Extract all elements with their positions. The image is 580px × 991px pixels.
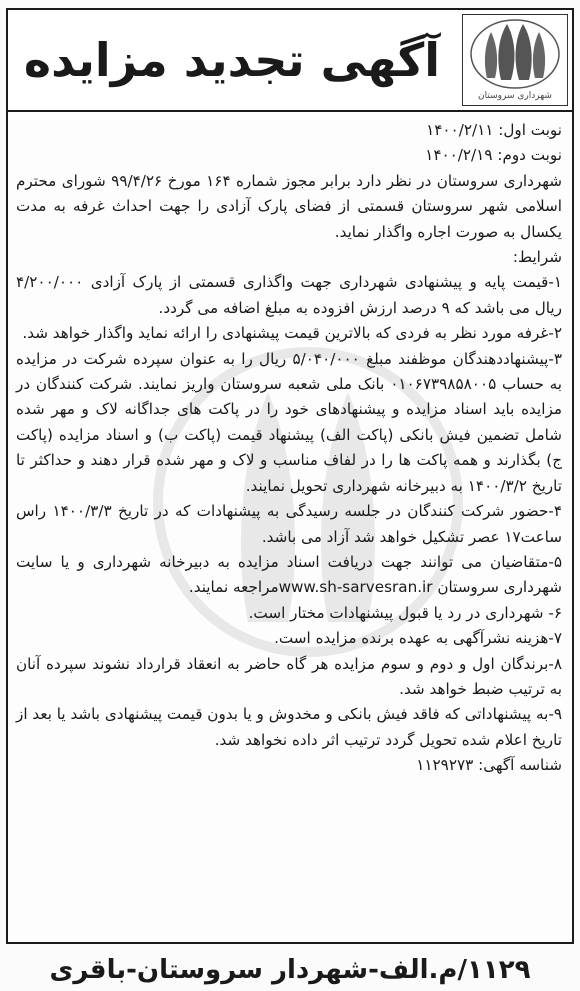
condition-item: ۴-حضور شرکت کنندگان در جلسه رسیدگی به پیشنهادات که در تاریخ ۱۴۰۰/۳/۳ راس ساعت۱۷ عصر تشکیل خواهد شد آزاد می باشد. [16,502,562,546]
footer-signature: ۱۱۲۹/م.الف-شهردار سروستان-باقری [49,955,531,985]
condition-item: ۵-متقاضیان می توانند جهت دریافت اسناد مزایده به دبیرخانه شهرداری و یا سایت شهرداری سروستان www.sh-sarvesran.irمراجعه نمایند. [16,552,562,597]
notice-content [8,112,572,779]
publication-dates [16,118,562,169]
logo-text: شهرداری سروستان [478,91,552,101]
notice-header [6,8,574,112]
conditions-heading: شرایط: [512,248,562,267]
notice-body [6,112,574,944]
page-title: آگهی تجدید مزایده [23,33,441,87]
condition-item: ۷-هزینه نشرآگهی به عهده برنده مزایده است. [274,629,562,648]
condition-item: ۲-غرفه مورد نظر به فردی که بالاترین قیمت پیشنهادی را ارائه نماید واگذار خواهد شد. [22,324,562,343]
condition-item: ۸-برندگان اول و دوم و سوم مزایده هر گاه حاضر به انعقاد قرارداد نشوند سپرده آنان به ترتیب ضبط خواهد شد. [16,654,562,698]
condition-item: ۳-پیشنهاددهندگان موظفند مبلغ ۵/۰۴۰/۰۰۰ ریال را به عنوان سپرده شرکت در مزایده به حساب ۰۱۰۶۷۳۹۸۵۸۰۰۵ بانک ملی شعبه سروستان واریز نمایند. شرکت کنندگان در مزایده باید اسناد مزایده و پیشنهادهای خود را در پاکت های جداگانه لاک و مهر شده شامل تضمین فیش بانکی (پاکت الف) پیشنهاد قیمت (پاکت ب) و اسناد مزایده (پاکت ج) بگذارند و همه پاکت ها را در لفاف مناسب و لاک و مهر شده قرار دهند و حداکثر تا تاریخ ۱۴۰۰/۳/۲ به دبیرخانه شهرداری تحویل نمایند. [16,349,563,495]
second-publication-date: نوبت دوم: ۱۴۰۰/۲/۱۹ [425,146,562,165]
condition-item: ۱-قیمت پایه و پیشنهادی شهرداری جهت واگذاری قسمتی از پارک آزادی ۴/۲۰۰/۰۰۰ ریال می باشد که ۹ درصد ارزش افزوده به مبلغ اضافه می گردد. [16,273,562,317]
intro-paragraph: شهرداری سروستان در نظر دارد برابر مجوز شماره ۱۶۴ مورخ ۹۹/۴/۲۶ شورای محترم اسلامی شهر سروستان قسمتی از فضای پارک آزادی را جهت احداث غرفه به مدت یکسال به صورت اجاره واگذار نماید. [16,171,562,241]
first-publication-date: نوبت اول: ۱۴۰۰/۲/۱۱ [426,121,562,139]
municipality-logo [462,14,568,106]
condition-item: ۶- شهرداری در رد یا قبول پیشنهادات مختار است. [248,603,562,622]
cypress-trees-icon [467,18,563,102]
ad-identifier: شناسه آگهی: ۱۱۲۹۲۷۳ [416,756,562,775]
condition-item: ۹-به پیشنهاداتی که فاقد فیش بانکی و مخدوش و یا بدون قیمت پیشنهادی باشد یا بعد از تاریخ اعلام شده تحویل گردد ترتیب اثر داده نخواهد شد. [16,705,562,749]
